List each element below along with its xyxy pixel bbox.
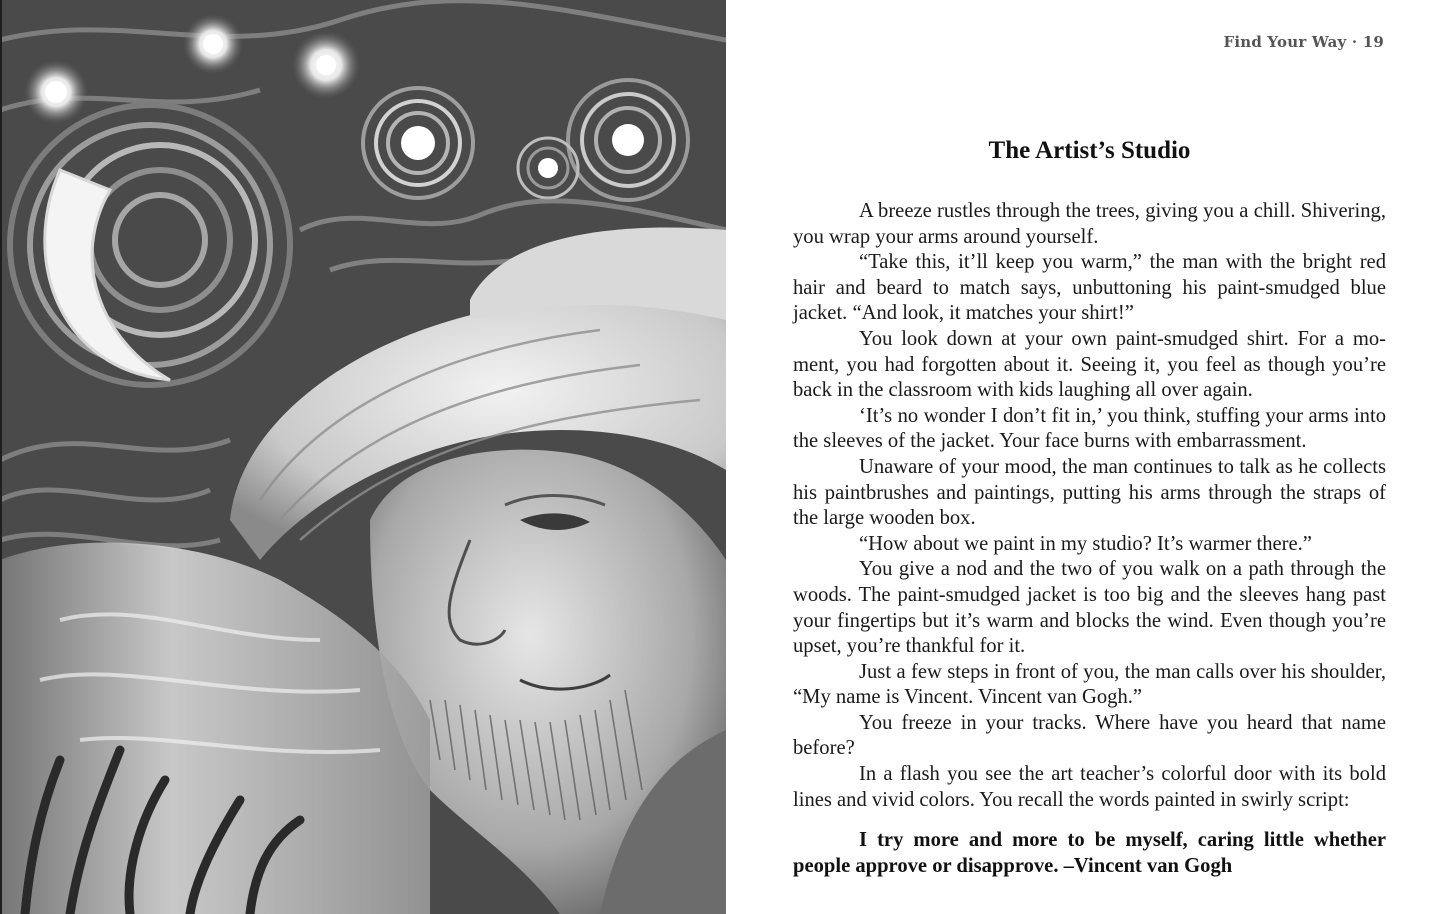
paragraph: A breeze rustles through the trees, giving you a chill. Shivering, you wrap your arms around yourself. [793, 200, 1386, 248]
body-text [793, 199, 1386, 813]
paragraph: You freeze in your tracks. Where have you heard that name before? [793, 711, 1386, 760]
paragraph: “Take this, it’ll keep you warm,” the man with the bright red hair and beard to match says, unbuttoning his paint-smudged blue jacket. “And look, it matches your shirt!” [793, 251, 1386, 325]
paragraph: In a flash you see the art teacher’s colorful door with its bold lines and vivid colors. You recall the words painted in swirly script: [793, 763, 1386, 811]
paragraph: ‘It’s no wonder I don’t fit in,’ you think, stuffing your arms into the sleeves of the jacket. Your face burns with embarrassment. [793, 404, 1386, 453]
paragraph: Unaware of your mood, the man continues to talk as he collects his paintbrushes and paintings, putting his arms through the straps of the large wooden box. [793, 455, 1386, 530]
van-gogh-quote [793, 827, 1386, 879]
quote-text: I try more and more to be myself, caring little whether people approve or disapprove. –Vincent van Gogh [793, 829, 1386, 877]
paragraph: Just a few steps in front of you, the man calls over his shoulder, “My name is Vincent. Vincent van Gogh.” [793, 660, 1386, 709]
paragraph: You give a nod and the two of you walk on a path through the woods. The paint-smudged jacket is too big and the sleeves hang past your fingertips but it’s warm and blocks the wind. Even though you’re upset, you’re thankful for it. [793, 558, 1386, 658]
chapter-title: The Artist’s Studio [988, 137, 1191, 164]
page-edge-line [0, 0, 2, 914]
running-head: Find Your Way · 19 [1223, 33, 1384, 51]
paragraph: You look down at your own paint-smudged shirt. For a moment, you had forgotten about it. Seeing it, you feel as though you’re back in the classroom with kids laughing all over again. [793, 327, 1386, 402]
paragraph: “How about we paint in my studio? It’s warmer there.” [859, 532, 1312, 555]
